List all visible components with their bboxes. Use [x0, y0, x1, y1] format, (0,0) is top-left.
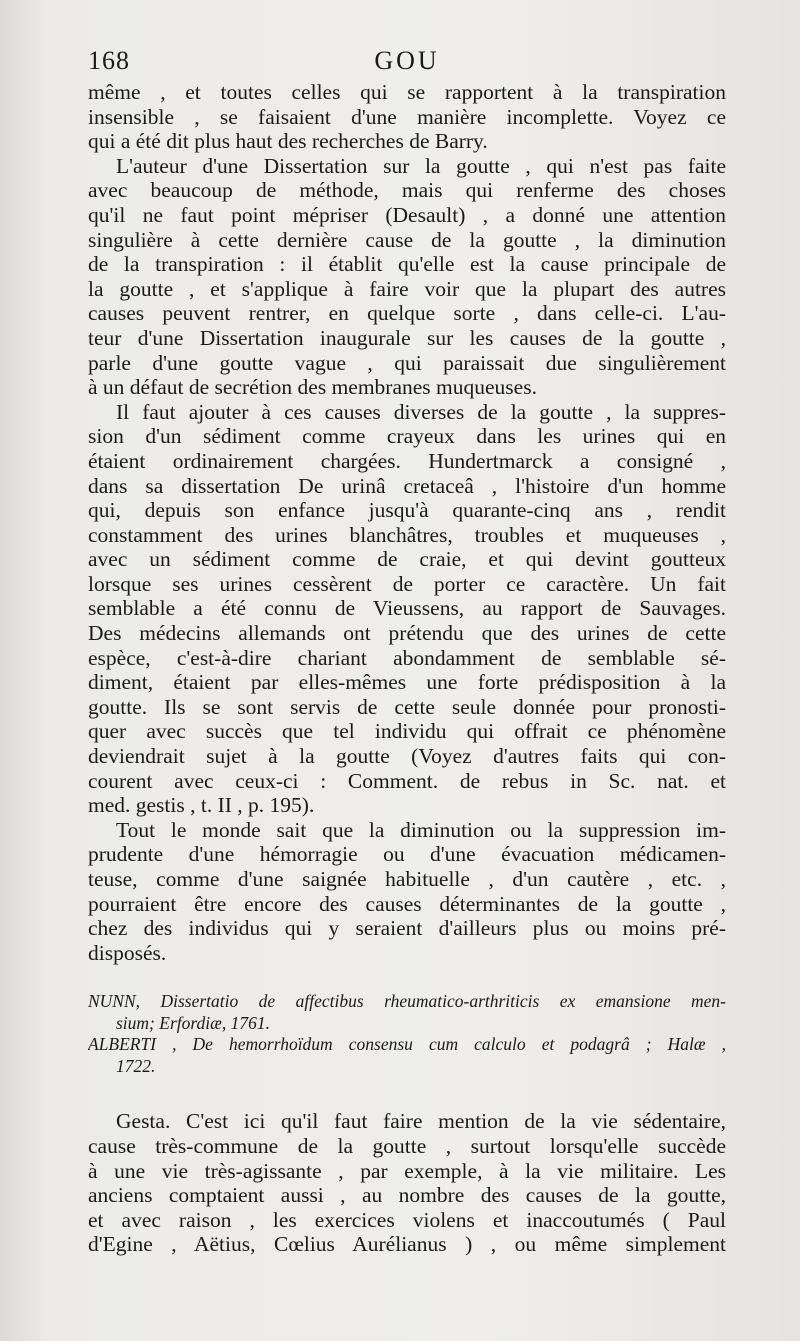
text-line: cause très-commune de la goutte , surtout lorsqu'elle succède [88, 1133, 726, 1158]
text-line: Tout le monde sait que la diminution ou la suppression im- [116, 817, 726, 842]
text-line: teur d'une Dissertation inaugurale sur les causes de la goutte , [88, 325, 726, 350]
body-text [88, 80, 726, 1257]
text-line: pourraient être encore des causes déterminantes de la goutte , [88, 891, 726, 916]
text-line: prudente d'une hémorragie ou d'une évacuation médicamen- [88, 842, 726, 867]
text-line: la goutte , et s'applique à faire voir que la plupart des autres [88, 276, 726, 301]
text-line: qui, depuis son enfance jusqu'à quarante-cinq ans , rendit [88, 498, 726, 523]
text-line: singulière à cette dernière cause de la goutte , la diminution [88, 227, 726, 252]
text-line: causes peuvent rentrer, en quelque sorte , dans celle-ci. L'au- [88, 301, 726, 326]
text-line: quer avec succès que tel individu qui offrait ce phénomène [88, 719, 726, 744]
text-line: med. gestis , t. II , p. 195). [88, 793, 315, 818]
text-line: disposés. [88, 940, 167, 965]
text-line: semblable a été connu de Vieussens, au rapport de Sauvages. [88, 596, 726, 621]
running-head: GOU [374, 46, 440, 75]
text-line: courent avec ceux-ci : Comment. de rebus in Sc. nat. et [88, 768, 726, 793]
text-line: avec beaucoup de méthode, mais qui renferme des choses [88, 178, 726, 203]
text-line: espèce, c'est-à-dire chariant abondamment de semblable sé- [88, 645, 726, 670]
text-line: teuse, comme d'une saignée habituelle , d'un cautère , etc. , [88, 867, 726, 891]
references [88, 991, 726, 1077]
reference-alberti [88, 1034, 726, 1077]
reference-line: NUNN, Dissertatio de affectibus rheumatico-arthriticis ex emansione men- [88, 991, 726, 1012]
text-line: diment, étaient par elles-mêmes une forte prédisposition à la [88, 670, 726, 695]
text-line: dans sa dissertation De urinâ cretaceâ , l'histoire d'un homme [88, 473, 726, 498]
text-line: deviendrait sujet à la goutte (Voyez d'autres faits qui con- [88, 744, 726, 769]
paragraph-gesta [88, 1109, 726, 1257]
reference-line: sium; Erfordiæ, 1761. [116, 1012, 270, 1033]
text-line: même , et toutes celles qui se rapportent à la transpiration [88, 80, 726, 104]
text-line: chez des individus qui y seraient d'ailleurs plus ou moins pré- [88, 916, 726, 941]
text-line: Gesta. C'est ici qu'il faut faire mention de la vie sédentaire, [116, 1109, 726, 1134]
paragraph-4 [88, 818, 726, 966]
reference-nunn [88, 991, 726, 1034]
text-line: d'Egine , Aëtius, Cœlius Aurélianus ) , ou même simplement [88, 1232, 726, 1257]
text-line: parle d'une goutte vague , qui paraissait due singulièrement [88, 350, 726, 375]
text-line: Des médecins allemands ont prétendu que des urines de cette [88, 621, 726, 646]
text-line: et avec raison , les exercices violens et inaccoutumés ( Paul [88, 1207, 726, 1232]
text-line: constamment des urines blanchâtres, troubles et muqueuses , [88, 522, 726, 547]
paragraph-1 [88, 80, 726, 154]
paragraph-2 [88, 154, 726, 400]
text-line: qu'il ne faut point mépriser (Desault) , a donné une attention [88, 202, 726, 227]
reference-line: ALBERTI , De hemorrhoïdum consensu cum calculo et podagrâ ; Halæ , [88, 1034, 726, 1055]
text-line: qui a été dit plus haut des recherches de Barry. [88, 129, 488, 154]
text-line: anciens comptaient aussi , au nombre des causes de la goutte, [88, 1183, 726, 1208]
reference-line: 1722. [116, 1055, 156, 1076]
text-line: à une vie très-agissante , par exemple, à la vie militaire. Les [88, 1158, 726, 1183]
page-number: 168 [88, 46, 130, 75]
paragraph-3 [88, 400, 726, 818]
text-line: Il faut ajouter à ces causes diverses de la goutte , la suppres- [116, 399, 726, 424]
text-line: sion d'un sédiment comme crayeux dans les urines qui en [88, 424, 726, 449]
text-line: insensible , se faisaient d'une manière incomplette. Voyez ce [88, 104, 726, 129]
text-line: de la transpiration : il établit qu'elle est la cause principale de [88, 252, 726, 277]
text-line: avec un sédiment comme de craie, et qui devint goutteux [88, 547, 726, 572]
text-line: lorsque ses urines cessèrent de porter ce caractère. Un fait [88, 571, 726, 596]
text-line: à un défaut de secrétion des membranes muqueuses. [88, 375, 537, 400]
text-line: L'auteur d'une Dissertation sur la goutte , qui n'est pas faite [116, 153, 726, 178]
text-line: goutte. Ils se sont servis de cette seule donnée pour pronosti- [88, 694, 726, 719]
text-line: étaient ordinairement chargées. Hundertmarck a consigné , [88, 448, 726, 473]
